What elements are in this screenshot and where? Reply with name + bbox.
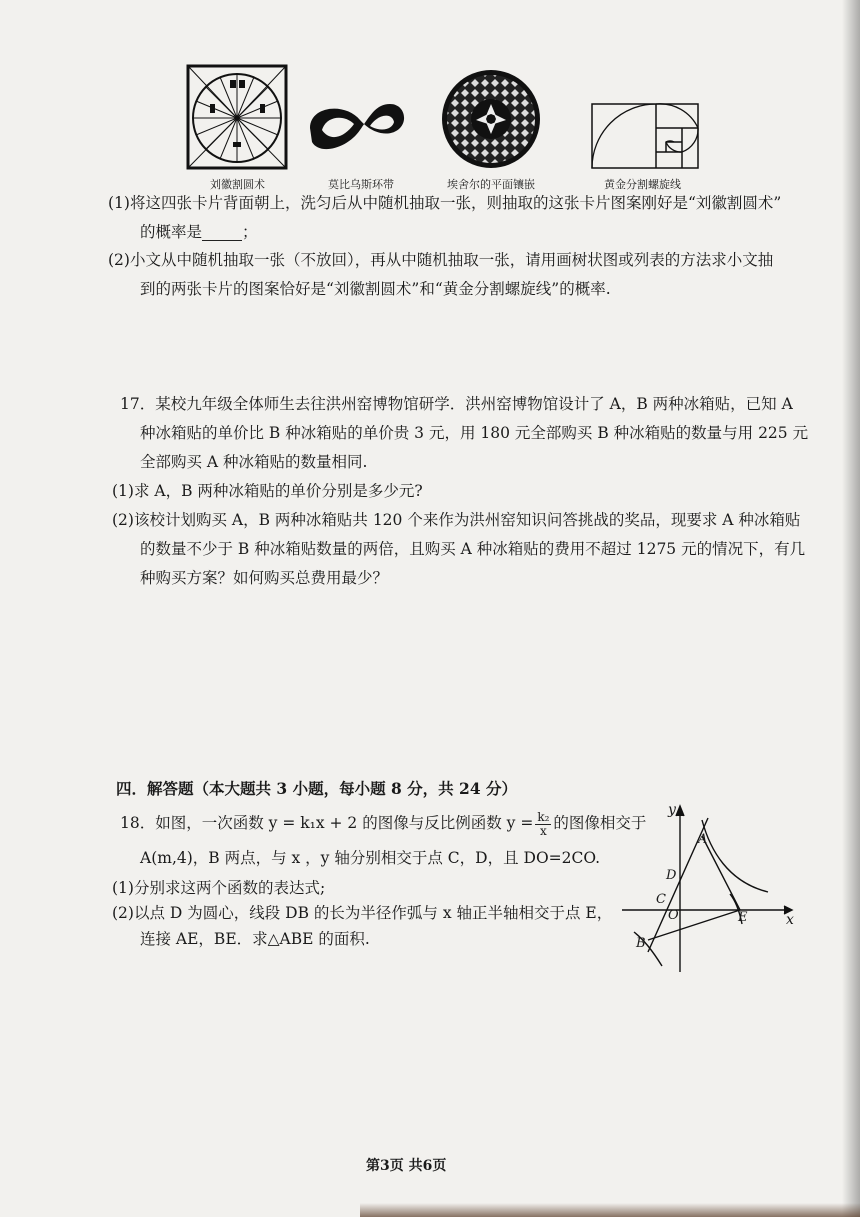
q18-line1-text: 18．如图，一次函数 y = k₁x + 2 的图像与反比例函数 y = [120,814,534,832]
label-c: C [656,892,666,907]
frac-denominator: x [539,823,547,838]
label-d: D [666,868,677,883]
section4-heading: 四．解答题（本大题共 3 小题，每小题 8 分，共 24 分） [116,779,518,798]
page-edge-shadow [842,0,860,1217]
liuhui-circle-drawing [186,64,288,170]
caption-escher: 埃舍尔的平面镶嵌 [447,178,535,191]
q17-line1: 17．某校九年级全体师生去往洪州窑博物馆研学．洪州窑博物馆设计了 A，B 两种冰箱贴，已知 A [120,395,793,413]
q18-part1: (1)分别求这两个函数的表达式; [112,879,326,897]
figure-escher-tessellation [440,68,542,170]
y-axis-arrow [676,806,684,816]
q17-part1: (1)求 A，B 两种冰箱贴的单价分别是多少元? [112,482,423,500]
answer-blank[interactable] [202,226,242,241]
caption-liuhui: 刘徽割圆术 [210,178,265,191]
figure-liuhui-circle [186,64,288,170]
escher-disc-drawing [440,68,542,170]
reciprocal-fraction [535,811,551,837]
q17-line2: 种冰箱贴的单价比 B 种冰箱贴的单价贵 3 元，用 180 元全部购买 B 种冰箱贴的数量与用 225 元 [140,424,809,442]
q17-part2-line3: 种购买方案？如何购买总费用最少？ [140,569,389,587]
q18-line1 [120,806,646,840]
q18-line1-tail: 的图像相交于 [553,814,647,832]
q17-part2-line1: (2)该校计划购买 A，B 两种冰箱贴共 120 个来作为洪州窑知识问答挑战的奖品，现要求 A 种冰箱贴 [112,511,801,529]
desk-edge [360,1203,860,1217]
q16-part1-line1: (1)将这四张卡片背面朝上，洗匀后从中随机抽取一张，则抽取的这张卡片图案刚好是“刘徽割圆术” [108,194,782,212]
mobius-strip-drawing [300,98,410,168]
page-number: 第3页 共6页 [366,1158,447,1174]
q17-line3: 全部购买 A 种冰箱贴的数量相同. [140,453,368,471]
segment-be [648,910,740,940]
q16-part2-line1: (2)小文从中随机抽取一张（不放回），再从中随机抽取一张，请用画树状图或列表的方法求小文抽 [108,251,774,269]
q16-part1-line2-text: 的概率是 [140,223,203,241]
label-b: B [636,936,646,951]
golden-spiral-drawing [590,102,700,170]
label-y: y [668,802,676,818]
label-x: x [786,912,794,928]
label-a: A [698,832,708,847]
q18-graph [618,800,800,976]
q18-line2: A(m,4)，B 两点，与 x ，y 轴分别相交于点 C，D，且 DO=2CO. [140,849,601,867]
label-o: O [668,908,679,923]
figure-mobius-strip [300,98,410,168]
q16-part1-semicolon: ； [242,223,258,241]
q18-part2-line1: (2)以点 D 为圆心，线段 DB 的长为半径作弧与 x 轴正半轴相交于点 E， [112,904,613,922]
segment-ae [702,836,740,910]
caption-mobius: 莫比乌斯环带 [328,178,394,191]
q18-part2-line2: 连接 AE，BE．求△ABE 的面积. [140,930,370,948]
q17-part2-line2: 的数量不少于 B 种冰箱贴数量的两倍，且购买 A 种冰箱贴的费用不超过 1275 元的情况下，有几 [140,540,806,558]
frac-numerator: k₂ [537,809,550,824]
caption-golden-spiral: 黄金分割螺旋线 [604,178,681,191]
label-e: E [738,910,748,925]
q16-part2-line2: 到的两张卡片的图案恰好是“刘徽割圆术”和“黄金分割螺旋线”的概率. [140,280,611,298]
figure-golden-spiral [590,102,700,170]
q16-part1-line2 [140,225,258,241]
